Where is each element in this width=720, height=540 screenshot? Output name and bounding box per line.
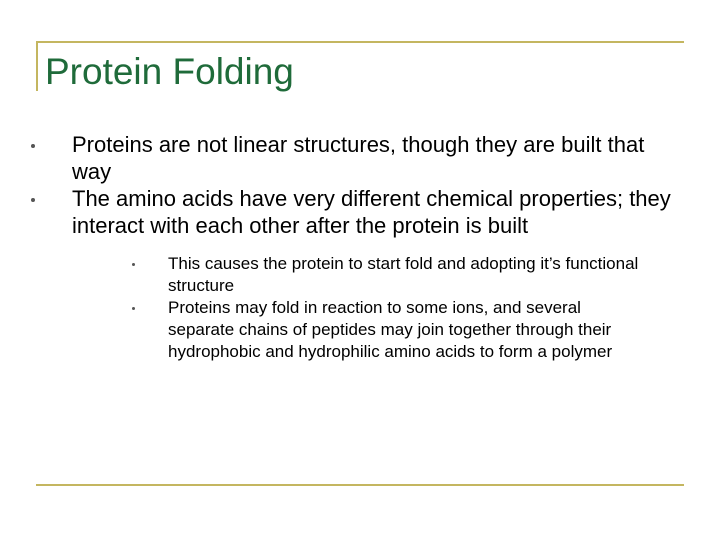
title-left-rule [36,41,38,91]
bullet-item-2 [0,185,720,363]
sub-bullet-text-2: Proteins may fold in reaction to some ions, and several separate chains of peptides may join together through their hydrophobic and hydrophilic amino acids to form a polymer [168,298,613,361]
bullet-list [0,131,720,363]
bullet-dot-icon [31,144,35,148]
title-top-rule [36,41,684,43]
sub-bullet-dot-icon [132,307,135,310]
bullet-item-1 [0,131,720,185]
bullet-text-1: Proteins are not linear structures, though they are built that way [72,132,645,184]
sub-bullet-item-2 [72,297,680,363]
slide-title: Protein Folding [45,51,294,92]
footer-rule [36,484,684,486]
bullet-text-2: The amino acids have very different chemical properties; they interact with each other after the protein is built [72,186,671,238]
sub-bullet-text-1: This causes the protein to start fold and adopting it’s functional structure [168,254,639,295]
bullet-dot-icon [31,198,35,202]
sub-bullet-list [72,253,680,363]
sub-bullet-item-1 [72,253,680,297]
sub-bullet-dot-icon [132,263,135,266]
